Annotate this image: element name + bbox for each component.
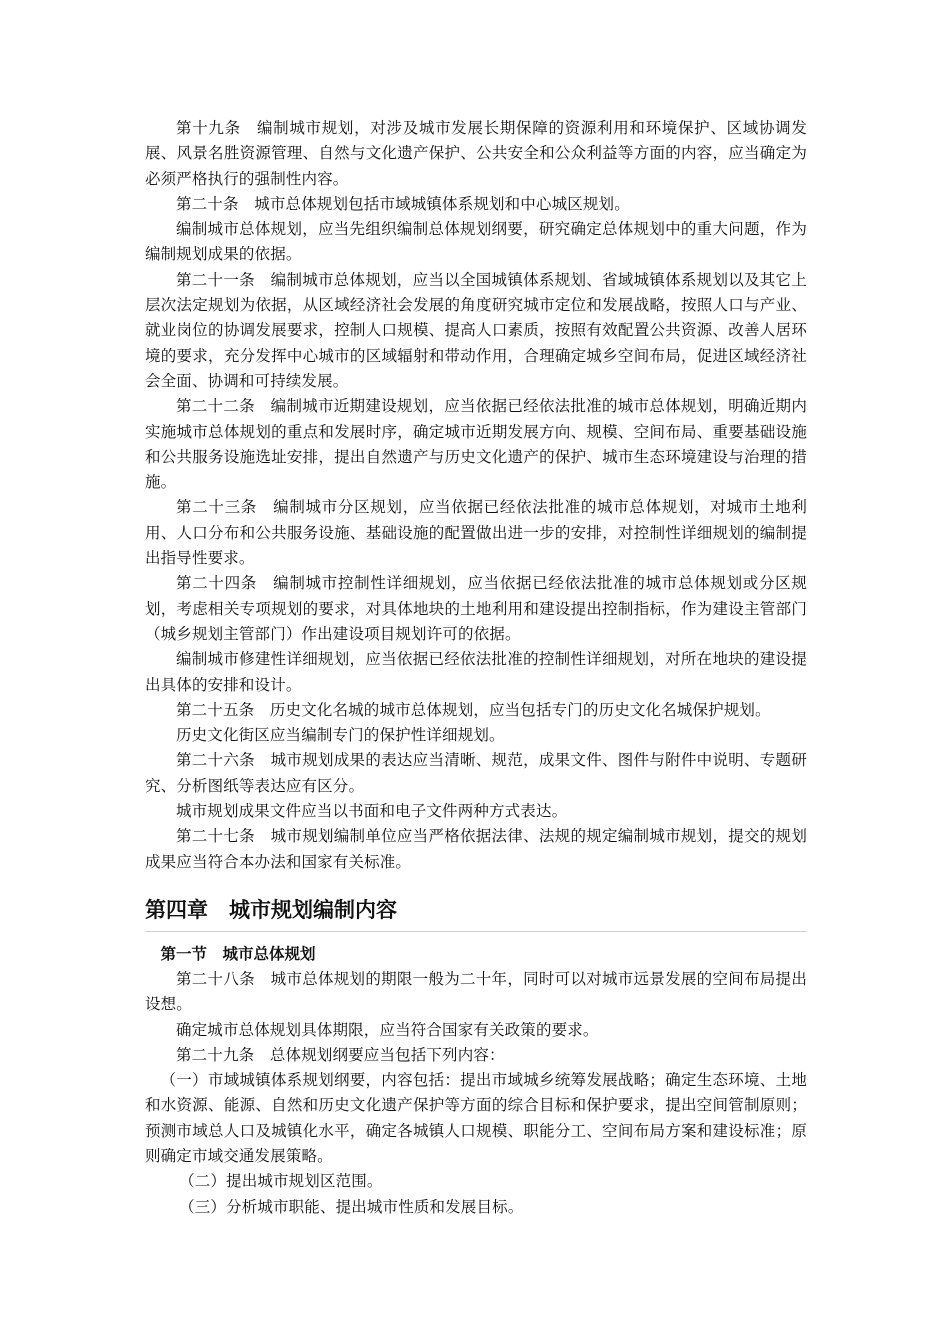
- article-24-paragraph-2: 编制城市修建性详细规划，应当依据已经依法批准的控制性详细规划，对所在地块的建设提出具体的安排和设计。: [145, 650, 807, 694]
- article-19: 第十九条 编制城市规划，对涉及城市发展长期保障的资源利用和环境保护、区域协调发展、风景名胜资源管理、自然与文化遗产保护、公共安全和公众利益等方面的内容，应当确定为必须严格执行的强制性内容。: [145, 119, 807, 188]
- list-item-3: （三）分析城市职能、提出城市性质和发展目标。: [179, 1197, 524, 1216]
- article-25-paragraph-2: 历史文化街区应当编制专门的保护性详细规划。: [176, 726, 505, 745]
- section-heading: 第一节 城市总体规划: [160, 944, 316, 963]
- list-item-2: （二）提出城市规划区范围。: [179, 1172, 383, 1191]
- document-page: [145, 116, 807, 1220]
- article-25: 第二十五条 历史文化名城的城市总体规划，应当包括专门的历史文化名城保护规划。: [176, 700, 771, 719]
- article-20-paragraph-2: 编制城市总体规划，应当先组织编制总体规划纲要，研究确定总体规划中的重大问题，作为编制规划成果的依据。: [145, 220, 807, 264]
- article-21: 第二十一条 编制城市总体规划，应当以全国城镇体系规划、省域城镇体系规划以及其它上层次法定规划为依据，从区域经济社会发展的角度研究城市定位和发展战略，按照人口与产业、就业岗位的协调发展要求，控制人口规模、提高人口素质，按照有效配置公共资源、改善人居环境的要求，充分发挥中心城市的区域辐射和带动作用，合理确定城乡空间布局，促进区域经济社会全面、协调和可持续发展。: [145, 270, 807, 390]
- article-20: 第二十条 城市总体规划包括市域城镇体系规划和中心城区规划。: [176, 194, 630, 213]
- list-item-1: （一）市域城镇体系规划纲要，内容包括：提出市域城乡统筹发展战略；确定生态环境、土地和水资源、能源、自然和历史文化遗产保护等方面的综合目标和保护要求，提出空间管制原则；预测市域总人口及城镇化水平，确定各城镇人口规模、职能分工、空间布局方案和建设标准；原则确定市域交通发展策略。: [145, 1071, 807, 1165]
- chapter-heading: 第四章 城市规划编制内容: [145, 895, 807, 932]
- article-28-paragraph-2: 确定城市总体规划具体期限，应当符合国家有关政策的要求。: [176, 1020, 599, 1039]
- article-26-paragraph-2: 城市规划成果文件应当以书面和电子文件两种方式表达。: [176, 802, 568, 821]
- article-24: 第二十四条 编制城市控制性详细规划，应当依据已经依法批准的城市总体规划或分区规划，考虑相关专项规划的要求，对具体地块的土地利用和建设提出控制指标，作为建设主管部门（城乡规划主管部门）作出建设项目规划许可的依据。: [145, 574, 807, 643]
- article-22: 第二十二条 编制城市近期建设规划，应当依据已经依法批准的城市总体规划，明确近期内实施城市总体规划的重点和发展时序，确定城市近期发展方向、规模、空间布局、重要基础设施和公共服务设施选址安排，提出自然遗产与历史文化遗产的保护、城市生态环境建设与治理的措施。: [145, 397, 807, 492]
- article-27: 第二十七条 城市规划编制单位应当严格依据法律、法规的规定编制城市规划，提交的规划成果应当符合本办法和国家有关标准。: [145, 827, 807, 871]
- article-23: 第二十三条 编制城市分区规划，应当依据已经依法批准的城市总体规划，对城市土地利用、人口分布和公共服务设施、基础设施的配置做出进一步的安排，对控制性详细规划的编制提出指导性要求。: [145, 498, 807, 568]
- article-29: 第二十九条 总体规划纲要应当包括下列内容：: [176, 1045, 505, 1064]
- article-26: 第二十六条 城市规划成果的表达应当清晰、规范，成果文件、图件与附件中说明、专题研究、分析图纸等表达应有区分。: [145, 751, 807, 795]
- article-28: 第二十八条 城市总体规划的期限一般为二十年，同时可以对城市远景发展的空间布局提出设想。: [145, 969, 807, 1014]
